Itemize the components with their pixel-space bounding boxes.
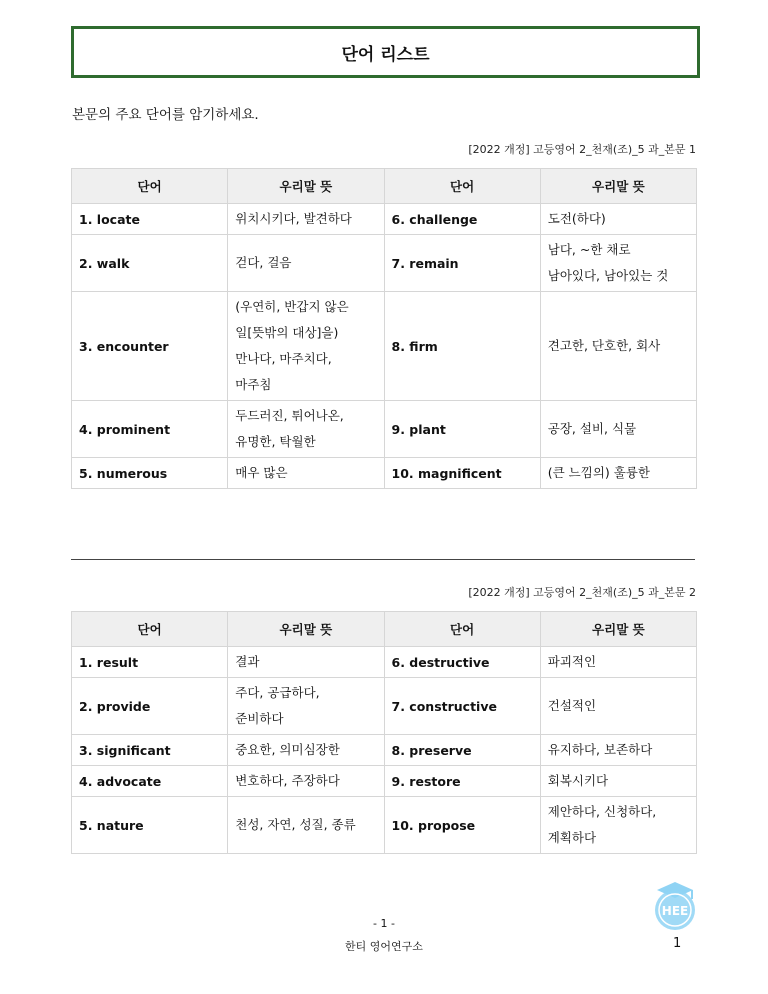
table-row bbox=[72, 204, 697, 235]
meaning-cell: 위치시키다, 발견하다 bbox=[228, 204, 384, 235]
header-meaning: 우리말 뜻 bbox=[228, 169, 384, 204]
page-marker: - 1 - bbox=[373, 917, 395, 930]
title-box bbox=[71, 26, 700, 78]
table-row bbox=[72, 678, 697, 735]
meaning-cell: 주다, 공급하다, 준비하다 bbox=[228, 678, 384, 735]
logo-text: HEE bbox=[661, 904, 689, 918]
word-cell: 5. nature bbox=[72, 797, 228, 854]
table-row bbox=[72, 647, 697, 678]
header-word: 단어 bbox=[384, 169, 540, 204]
footer-organization: 한티 영어연구소 bbox=[345, 940, 423, 953]
meaning-cell: 변호하다, 주장하다 bbox=[228, 766, 384, 797]
instruction-text: 본문의 주요 단어를 암기하세요. bbox=[72, 107, 259, 123]
meaning-cell: 제안하다, 신청하다, 계획하다 bbox=[540, 797, 696, 854]
meaning-cell: 결과 bbox=[228, 647, 384, 678]
meaning-cell: 매우 많은 bbox=[228, 458, 384, 489]
vocab-table-2 bbox=[71, 611, 697, 854]
word-cell: 1. result bbox=[72, 647, 228, 678]
meaning-cell: 파괴적인 bbox=[540, 647, 696, 678]
word-cell: 7. remain bbox=[384, 235, 540, 292]
meaning-cell: 걷다, 걸음 bbox=[228, 235, 384, 292]
meaning-cell: 도전(하다) bbox=[540, 204, 696, 235]
word-cell: 8. firm bbox=[384, 292, 540, 401]
table-row bbox=[72, 735, 697, 766]
word-cell: 6. destructive bbox=[384, 647, 540, 678]
meaning-cell: 두드러진, 튀어나온, 유명한, 탁월한 bbox=[228, 401, 384, 458]
meaning-cell: 남다, ~한 채로 남아있다, 남아있는 것 bbox=[540, 235, 696, 292]
word-cell: 10. magnificent bbox=[384, 458, 540, 489]
word-cell: 10. propose bbox=[384, 797, 540, 854]
table-row bbox=[72, 797, 697, 854]
word-cell: 9. plant bbox=[384, 401, 540, 458]
word-cell: 8. preserve bbox=[384, 735, 540, 766]
source-label-1: [2022 개정] 고등영어 2_천재(조)_5 과_본문 1 bbox=[468, 143, 696, 156]
header-word: 단어 bbox=[72, 169, 228, 204]
page-title: 단어 리스트 bbox=[341, 44, 430, 65]
meaning-cell: 견고한, 단호한, 회사 bbox=[540, 292, 696, 401]
table-row bbox=[72, 235, 697, 292]
word-cell: 9. restore bbox=[384, 766, 540, 797]
source-label-2: [2022 개정] 고등영어 2_천재(조)_5 과_본문 2 bbox=[468, 586, 696, 599]
header-meaning: 우리말 뜻 bbox=[228, 612, 384, 647]
meaning-cell: 건설적인 bbox=[540, 678, 696, 735]
meaning-cell: 천성, 자연, 성질, 종류 bbox=[228, 797, 384, 854]
header-word: 단어 bbox=[72, 612, 228, 647]
header-meaning: 우리말 뜻 bbox=[540, 612, 696, 647]
word-cell: 4. prominent bbox=[72, 401, 228, 458]
table-row bbox=[72, 458, 697, 489]
word-cell: 6. challenge bbox=[384, 204, 540, 235]
meaning-cell: 회복시키다 bbox=[540, 766, 696, 797]
word-cell: 2. provide bbox=[72, 678, 228, 735]
word-cell: 1. locate bbox=[72, 204, 228, 235]
hee-logo-icon bbox=[648, 878, 702, 934]
table-header-row bbox=[72, 169, 697, 204]
table-row bbox=[72, 292, 697, 401]
word-cell: 7. constructive bbox=[384, 678, 540, 735]
meaning-cell: 중요한, 의미심장한 bbox=[228, 735, 384, 766]
word-cell: 2. walk bbox=[72, 235, 228, 292]
table-header-row bbox=[72, 612, 697, 647]
meaning-cell: (우연히, 반갑지 않은 일[뜻밖의 대상]을) 만나다, 마주치다, 마주침 bbox=[228, 292, 384, 401]
word-cell: 5. numerous bbox=[72, 458, 228, 489]
table-row bbox=[72, 401, 697, 458]
word-cell: 3. encounter bbox=[72, 292, 228, 401]
header-word: 단어 bbox=[384, 612, 540, 647]
header-meaning: 우리말 뜻 bbox=[540, 169, 696, 204]
section-divider bbox=[71, 559, 695, 560]
word-cell: 3. significant bbox=[72, 735, 228, 766]
page-number: 1 bbox=[673, 936, 682, 951]
meaning-cell: (큰 느낌의) 훌륭한 bbox=[540, 458, 696, 489]
table-row bbox=[72, 766, 697, 797]
vocab-table-1 bbox=[71, 168, 697, 489]
meaning-cell: 유지하다, 보존하다 bbox=[540, 735, 696, 766]
word-cell: 4. advocate bbox=[72, 766, 228, 797]
meaning-cell: 공장, 설비, 식물 bbox=[540, 401, 696, 458]
